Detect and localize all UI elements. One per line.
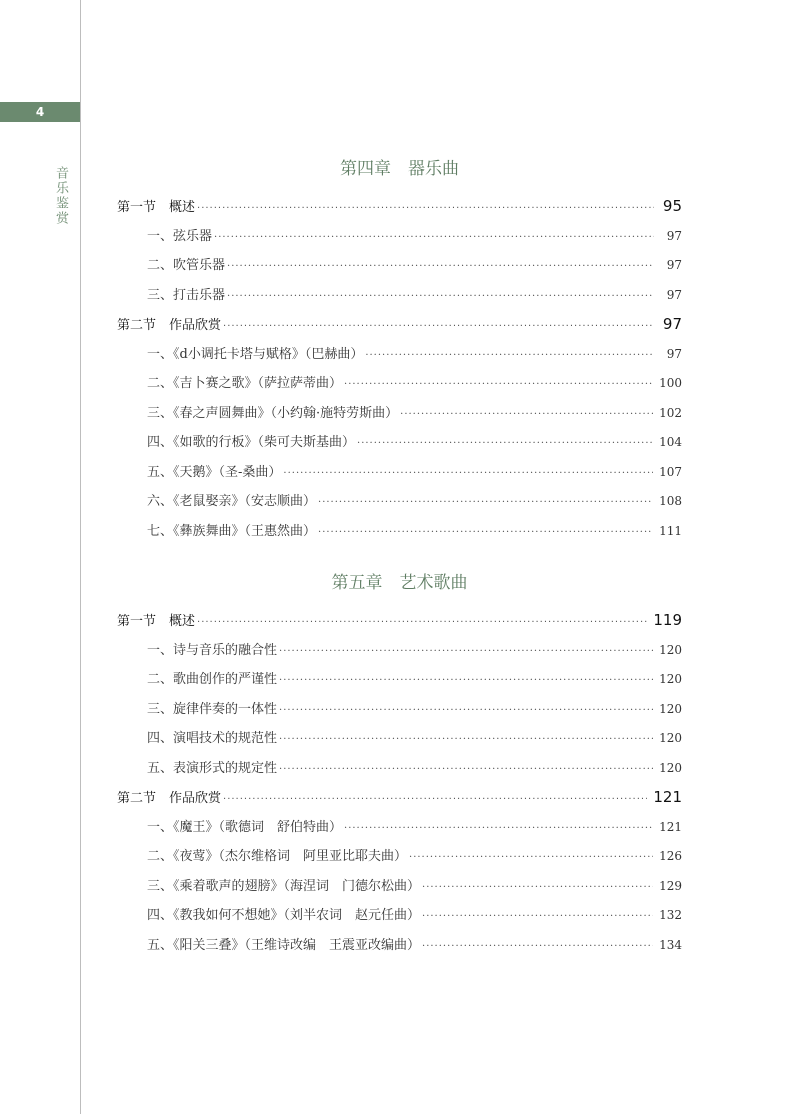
dot-leader (344, 814, 653, 844)
toc-page-number: 97 (666, 287, 682, 302)
toc-section-row[interactable] (117, 606, 682, 636)
toc-section-row[interactable] (117, 783, 682, 813)
toc-entry-label: 四、演唱技术的规范性 (147, 731, 278, 746)
toc-entry-label: 五、《阳关三叠》（王维诗改编 王震亚改编曲） (147, 937, 421, 953)
dot-leader (400, 400, 653, 430)
dot-leader (279, 666, 653, 696)
toc-entry-label: 二、歌曲创作的严谨性 (147, 672, 278, 687)
toc-entry-label: 二、吹管乐器 (147, 258, 226, 273)
toc-entry-label: 六、《老鼠娶亲》（安志顺曲） (147, 494, 317, 509)
toc-entry-label: 四、《教我如何不想她》（刘半农词 赵元任曲） (147, 908, 421, 923)
toc-entry-list (117, 606, 682, 960)
toc-entry-label: 三、打击乐器 (147, 287, 226, 303)
toc-page-number: 95 (662, 197, 682, 215)
toc-page-number: 108 (659, 494, 682, 508)
dot-leader (223, 312, 654, 342)
toc-page-number: 120 (659, 731, 682, 745)
toc-entry-label: 第二节 作品欣赏 (117, 791, 222, 806)
toc-entry-label: 一、弦乐器 (147, 228, 213, 244)
toc-entry-label: 二、《吉卜赛之歌》（萨拉萨蒂曲） (147, 376, 343, 391)
toc-page-number: 97 (666, 258, 682, 272)
margin-divider (80, 0, 81, 1114)
toc-page-number: 134 (659, 937, 682, 952)
toc-entry-label: 三、《春之声圆舞曲》（小约翰·施特劳斯曲） (147, 405, 399, 421)
page-number-tab (0, 102, 80, 122)
toc-page-number: 104 (659, 435, 682, 449)
toc-page-number: 132 (659, 908, 682, 922)
toc-page-number: 129 (659, 878, 682, 893)
toc-section-row[interactable] (117, 310, 682, 340)
chapter-title: 第五章 艺术歌曲 (331, 573, 468, 593)
toc-item-row[interactable] (117, 369, 682, 399)
toc-item-row[interactable] (117, 665, 682, 695)
dot-leader (422, 873, 653, 903)
dot-leader (197, 194, 654, 224)
toc-page-number: 119 (653, 611, 682, 629)
toc-page-number: 120 (659, 642, 682, 657)
dot-leader (422, 902, 653, 932)
toc-item-row[interactable] (117, 458, 682, 488)
toc-item-row[interactable] (117, 251, 682, 281)
toc-page-number: 107 (659, 464, 682, 479)
toc-entry-label: 三、旋律伴奏的一体性 (147, 701, 278, 717)
toc-item-row[interactable] (117, 901, 682, 931)
dot-leader (197, 608, 647, 638)
toc-page-number: 102 (659, 405, 682, 420)
dot-leader (227, 282, 654, 312)
toc-page-number: 97 (666, 346, 682, 361)
toc-entry-list (117, 192, 682, 546)
toc-item-row[interactable] (117, 754, 682, 784)
toc-entry-label: 一、诗与音乐的融合性 (147, 642, 278, 658)
dot-leader (227, 252, 654, 282)
toc-entry-label: 一、《魔王》（歌德词 舒伯特曲） (147, 819, 343, 835)
toc-entry-label: 二、《夜莺》（杰尔维格词 阿里亚比耶夫曲） (147, 849, 408, 864)
toc-item-row[interactable] (117, 517, 682, 547)
dot-leader (283, 459, 653, 489)
dot-leader (279, 637, 653, 667)
toc-page-number: 111 (659, 523, 682, 538)
toc-page-number: 100 (659, 376, 682, 390)
chapter-title: 第四章 器乐曲 (340, 159, 459, 179)
page-number: 4 (35, 105, 45, 119)
side-book-title: 音乐鉴赏 (53, 166, 68, 226)
toc-item-row[interactable] (117, 340, 682, 370)
toc-item-row[interactable] (117, 724, 682, 754)
toc-item-row[interactable] (117, 487, 682, 517)
toc-item-row[interactable] (117, 813, 682, 843)
dot-leader (409, 843, 653, 873)
dot-leader (279, 725, 653, 755)
toc-item-row[interactable] (117, 636, 682, 666)
toc-page-number: 120 (659, 672, 682, 686)
toc-section-row[interactable] (117, 192, 682, 222)
dot-leader (357, 429, 653, 459)
toc-entry-label: 四、《如歌的行板》（柴可夫斯基曲） (147, 435, 356, 450)
table-of-contents (117, 150, 682, 960)
toc-item-row[interactable] (117, 428, 682, 458)
dot-leader (344, 370, 653, 400)
dot-leader (279, 755, 653, 785)
toc-page-number: 97 (662, 315, 682, 333)
toc-page-number: 126 (659, 849, 682, 863)
dot-leader (365, 341, 654, 371)
toc-item-row[interactable] (117, 842, 682, 872)
toc-item-row[interactable] (117, 695, 682, 725)
dot-leader (214, 223, 654, 253)
toc-entry-label: 第一节 概述 (117, 614, 196, 629)
toc-entry-label: 第二节 作品欣赏 (117, 318, 222, 333)
dot-leader (223, 785, 647, 815)
toc-page-number: 121 (653, 788, 682, 806)
toc-entry-label: 五、《天鹅》（圣-桑曲） (147, 464, 282, 480)
dot-leader (318, 518, 653, 548)
toc-entry-label: 七、《彝族舞曲》（王惠然曲） (147, 523, 317, 539)
toc-item-row[interactable] (117, 281, 682, 311)
chapter-block (117, 564, 682, 960)
toc-page-number: 121 (659, 819, 682, 834)
toc-entry-label: 一、《d小调托卡塔与赋格》（巴赫曲） (147, 346, 364, 362)
dot-leader (279, 696, 653, 726)
toc-item-row[interactable] (117, 931, 682, 961)
toc-item-row[interactable] (117, 872, 682, 902)
toc-entry-label: 三、《乘着歌声的翅膀》（海涅词 门德尔松曲） (147, 878, 421, 894)
toc-page-number: 120 (659, 760, 682, 775)
toc-page-number: 120 (659, 701, 682, 716)
chapter-block (117, 150, 682, 546)
dot-leader (422, 932, 653, 962)
toc-entry-label: 第一节 概述 (117, 200, 196, 215)
toc-entry-label: 五、表演形式的规定性 (147, 760, 278, 776)
dot-leader (318, 488, 653, 518)
toc-item-row[interactable] (117, 222, 682, 252)
toc-item-row[interactable] (117, 399, 682, 429)
toc-page-number: 97 (666, 228, 682, 243)
